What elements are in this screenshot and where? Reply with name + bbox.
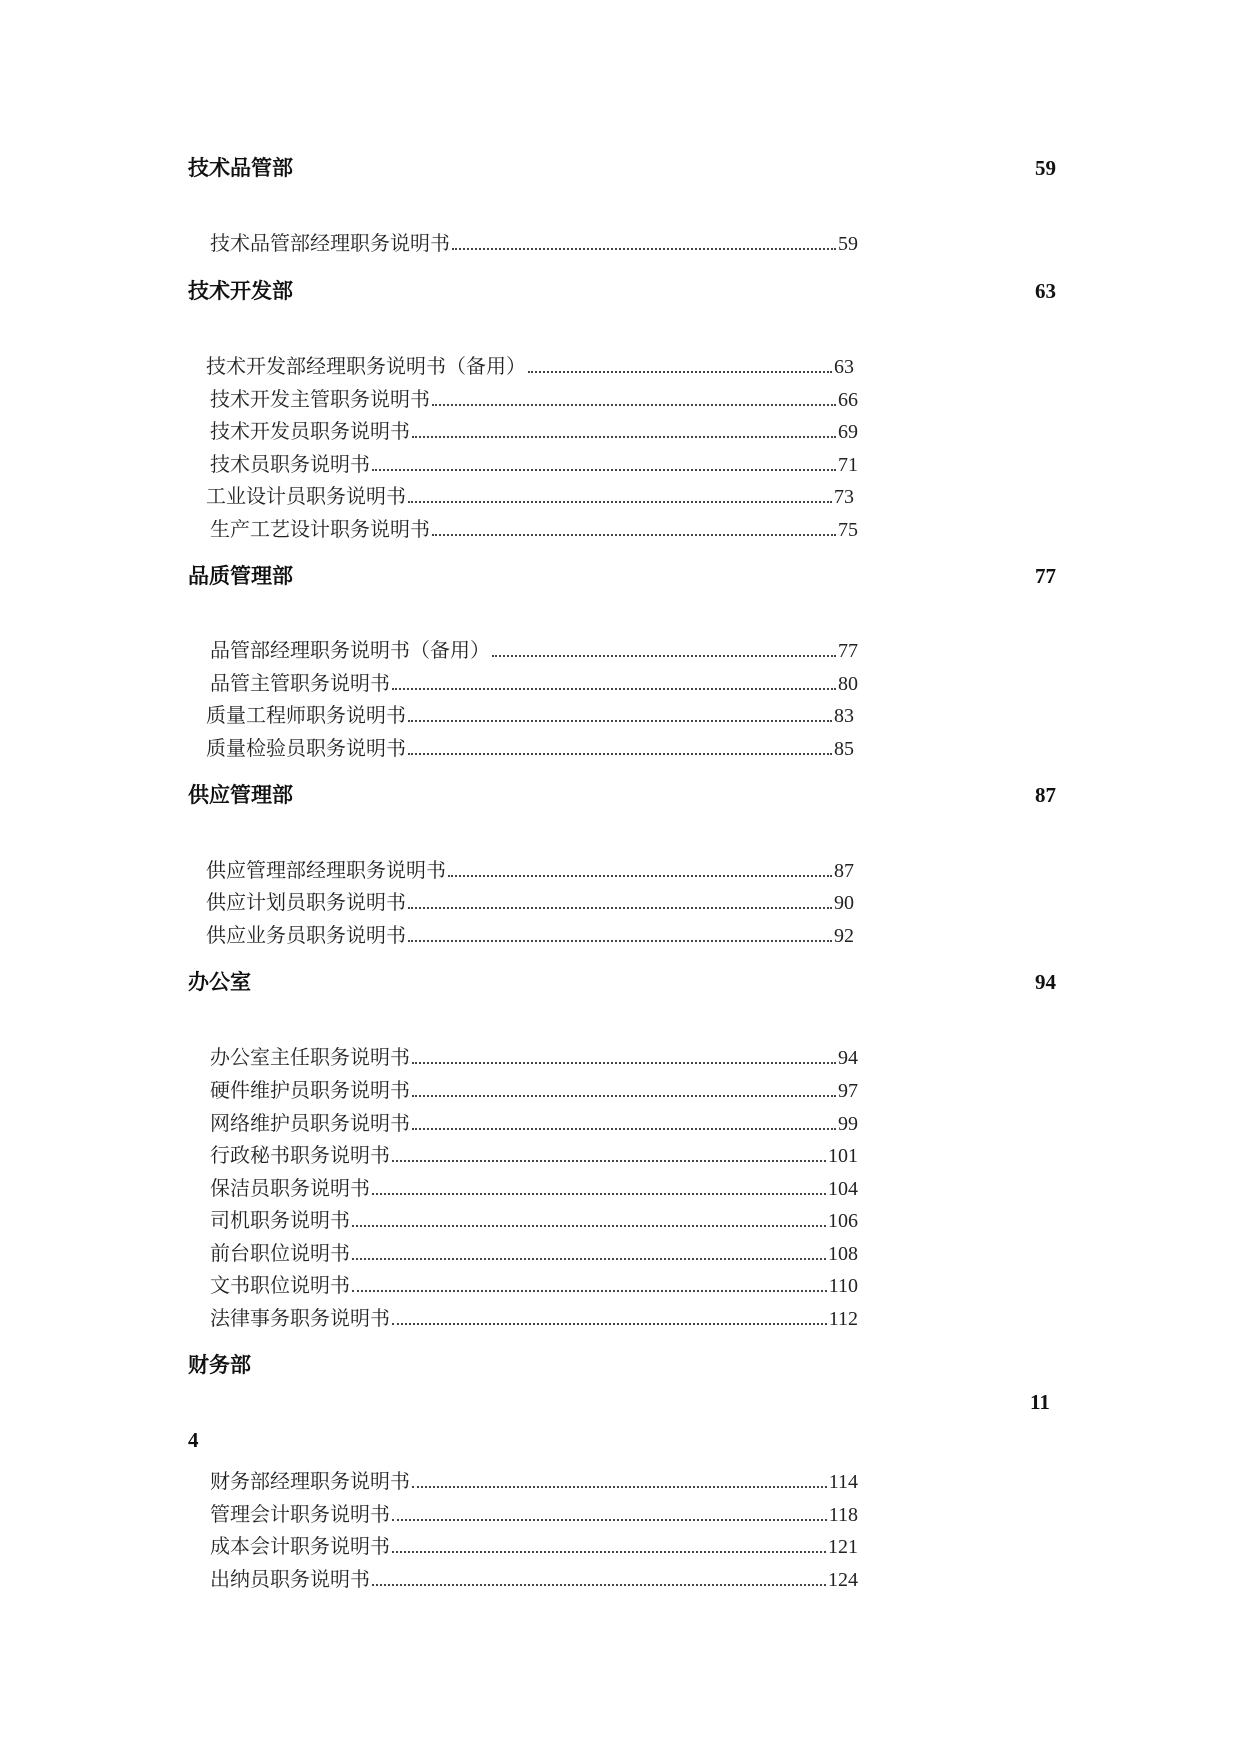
dot-leader <box>408 501 832 503</box>
toc-entry[interactable] <box>210 1566 858 1593</box>
section-page-number: 87 <box>1035 783 1056 807</box>
section-heading[interactable] <box>188 560 1056 590</box>
section-title: 办公室 <box>188 970 251 994</box>
entry-title: 质量工程师职务说明书 <box>206 703 406 727</box>
entry-title: 技术开发部经理职务说明书（备用） <box>206 354 526 378</box>
entry-page-number: 63 <box>834 356 854 378</box>
toc-entry[interactable] <box>206 483 854 510</box>
toc-entry[interactable] <box>210 451 858 478</box>
entry-title: 保洁员职务说明书 <box>210 1176 370 1200</box>
dot-leader <box>412 1128 836 1130</box>
entry-title: 办公室主任职务说明书 <box>210 1045 410 1069</box>
dot-leader <box>392 1323 827 1325</box>
entry-title: 技术员职务说明书 <box>210 452 370 476</box>
entry-page-number: 87 <box>834 860 854 882</box>
dot-leader <box>412 436 836 438</box>
toc-entry[interactable] <box>210 1468 858 1495</box>
dot-leader <box>408 720 832 722</box>
toc-entry[interactable] <box>210 1207 858 1234</box>
section-page-number: 77 <box>1035 564 1056 588</box>
toc-entry[interactable] <box>210 418 858 445</box>
toc-entry[interactable] <box>210 1240 858 1267</box>
section-title: 财务部 <box>188 1353 251 1377</box>
dot-leader <box>412 1062 836 1064</box>
entry-title: 技术开发员职务说明书 <box>210 419 410 443</box>
entry-page-number: 104 <box>828 1178 858 1200</box>
entry-title: 网络维护员职务说明书 <box>210 1111 410 1135</box>
entry-title: 管理会计职务说明书 <box>210 1502 390 1526</box>
dot-leader <box>372 1193 826 1195</box>
toc-entry[interactable] <box>210 230 858 257</box>
entry-page-number: 110 <box>828 1275 858 1297</box>
toc-entry[interactable] <box>206 857 854 884</box>
entry-title: 文书职位说明书 <box>210 1273 350 1297</box>
entry-title: 成本会计职务说明书 <box>210 1534 390 1558</box>
entry-title: 技术开发主管职务说明书 <box>210 387 430 411</box>
dot-leader <box>372 1584 826 1586</box>
section-page-number: 59 <box>1035 156 1056 180</box>
toc-entry[interactable] <box>206 735 854 762</box>
entry-page-number: 73 <box>834 486 854 508</box>
entry-title: 品管主管职务说明书 <box>210 671 390 695</box>
entry-page-number: 124 <box>828 1569 858 1591</box>
section-title: 技术品管部 <box>188 156 293 180</box>
entry-page-number: 106 <box>828 1210 858 1232</box>
entry-title: 品管部经理职务说明书（备用） <box>210 638 490 662</box>
toc-entry[interactable] <box>210 1110 858 1137</box>
section-heading[interactable] <box>188 779 1056 809</box>
toc-entry[interactable] <box>210 1533 858 1560</box>
dot-leader <box>392 1551 826 1553</box>
entry-title: 硬件维护员职务说明书 <box>210 1078 410 1102</box>
toc-entry[interactable] <box>206 922 854 949</box>
entry-page-number: 121 <box>828 1536 858 1558</box>
section-title: 技术开发部 <box>188 279 293 303</box>
dot-leader <box>392 688 836 690</box>
dot-leader <box>412 1095 836 1097</box>
toc-entry[interactable] <box>210 1077 858 1104</box>
toc-entry[interactable] <box>210 516 858 543</box>
dot-leader <box>352 1258 826 1260</box>
toc-entry[interactable] <box>206 353 854 380</box>
toc-entry[interactable] <box>206 702 854 729</box>
toc-entry[interactable] <box>206 889 854 916</box>
entry-page-number: 94 <box>838 1047 858 1069</box>
entry-title: 财务部经理职务说明书 <box>210 1469 410 1493</box>
dot-leader <box>412 1486 827 1488</box>
section-page-number: 63 <box>1035 279 1056 303</box>
entry-title: 供应管理部经理职务说明书 <box>206 858 446 882</box>
entry-page-number: 101 <box>828 1145 858 1167</box>
entry-page-number: 66 <box>838 389 858 411</box>
entry-page-number: 92 <box>834 925 854 947</box>
dot-leader <box>352 1225 826 1227</box>
section-heading[interactable] <box>188 152 1056 182</box>
toc-entry[interactable] <box>210 386 858 413</box>
entry-page-number: 99 <box>838 1113 858 1135</box>
entry-title: 技术品管部经理职务说明书 <box>210 231 450 255</box>
dot-leader <box>372 469 836 471</box>
toc-entry[interactable] <box>210 1501 858 1528</box>
section-page-number-part2: 4 <box>188 1428 199 1452</box>
entry-title: 供应业务员职务说明书 <box>206 923 406 947</box>
toc-entry[interactable] <box>210 637 858 664</box>
dot-leader <box>408 753 832 755</box>
dot-leader <box>448 875 832 877</box>
entry-page-number: 97 <box>838 1080 858 1102</box>
entry-page-number: 108 <box>828 1243 858 1265</box>
entry-title: 工业设计员职务说明书 <box>206 484 406 508</box>
entry-page-number: 69 <box>838 421 858 443</box>
dot-leader <box>392 1160 826 1162</box>
entry-page-number: 114 <box>828 1471 858 1493</box>
section-heading[interactable] <box>188 275 1056 305</box>
section-page-number-part1: 11 <box>1030 1390 1050 1414</box>
section-title: 品质管理部 <box>188 564 293 588</box>
dot-leader <box>432 404 836 406</box>
toc-entry[interactable] <box>210 670 858 697</box>
entry-page-number: 80 <box>838 673 858 695</box>
entry-title: 供应计划员职务说明书 <box>206 890 406 914</box>
entry-page-number: 112 <box>828 1308 858 1330</box>
entry-page-number: 77 <box>838 640 858 662</box>
entry-page-number: 75 <box>838 519 858 541</box>
entry-title: 法律事务职务说明书 <box>210 1306 390 1330</box>
entry-title: 司机职务说明书 <box>210 1208 350 1232</box>
entry-page-number: 85 <box>834 738 854 760</box>
toc-entry[interactable] <box>210 1142 858 1169</box>
dot-leader <box>528 371 832 373</box>
entry-page-number: 71 <box>838 454 858 476</box>
dot-leader <box>492 655 836 657</box>
section-heading[interactable] <box>188 966 1056 996</box>
toc-entry[interactable] <box>210 1044 858 1071</box>
dot-leader <box>452 248 836 250</box>
toc-entry[interactable] <box>210 1175 858 1202</box>
section-page-number: 94 <box>1035 970 1056 994</box>
entry-title: 前台职位说明书 <box>210 1241 350 1265</box>
dot-leader <box>432 534 836 536</box>
dot-leader <box>392 1519 827 1521</box>
section-title: 供应管理部 <box>188 783 293 807</box>
entry-title: 质量检验员职务说明书 <box>206 736 406 760</box>
entry-title: 出纳员职务说明书 <box>210 1567 370 1591</box>
dot-leader <box>408 907 832 909</box>
section-heading[interactable] <box>188 1349 1056 1379</box>
entry-title: 行政秘书职务说明书 <box>210 1143 390 1167</box>
dot-leader <box>408 940 832 942</box>
entry-page-number: 83 <box>834 705 854 727</box>
entry-page-number: 59 <box>838 233 858 255</box>
entry-title: 生产工艺设计职务说明书 <box>210 517 430 541</box>
dot-leader <box>352 1290 827 1292</box>
toc-entry[interactable] <box>210 1272 858 1299</box>
entry-page-number: 118 <box>828 1504 858 1526</box>
entry-page-number: 90 <box>834 892 854 914</box>
toc-entry[interactable] <box>210 1305 858 1332</box>
